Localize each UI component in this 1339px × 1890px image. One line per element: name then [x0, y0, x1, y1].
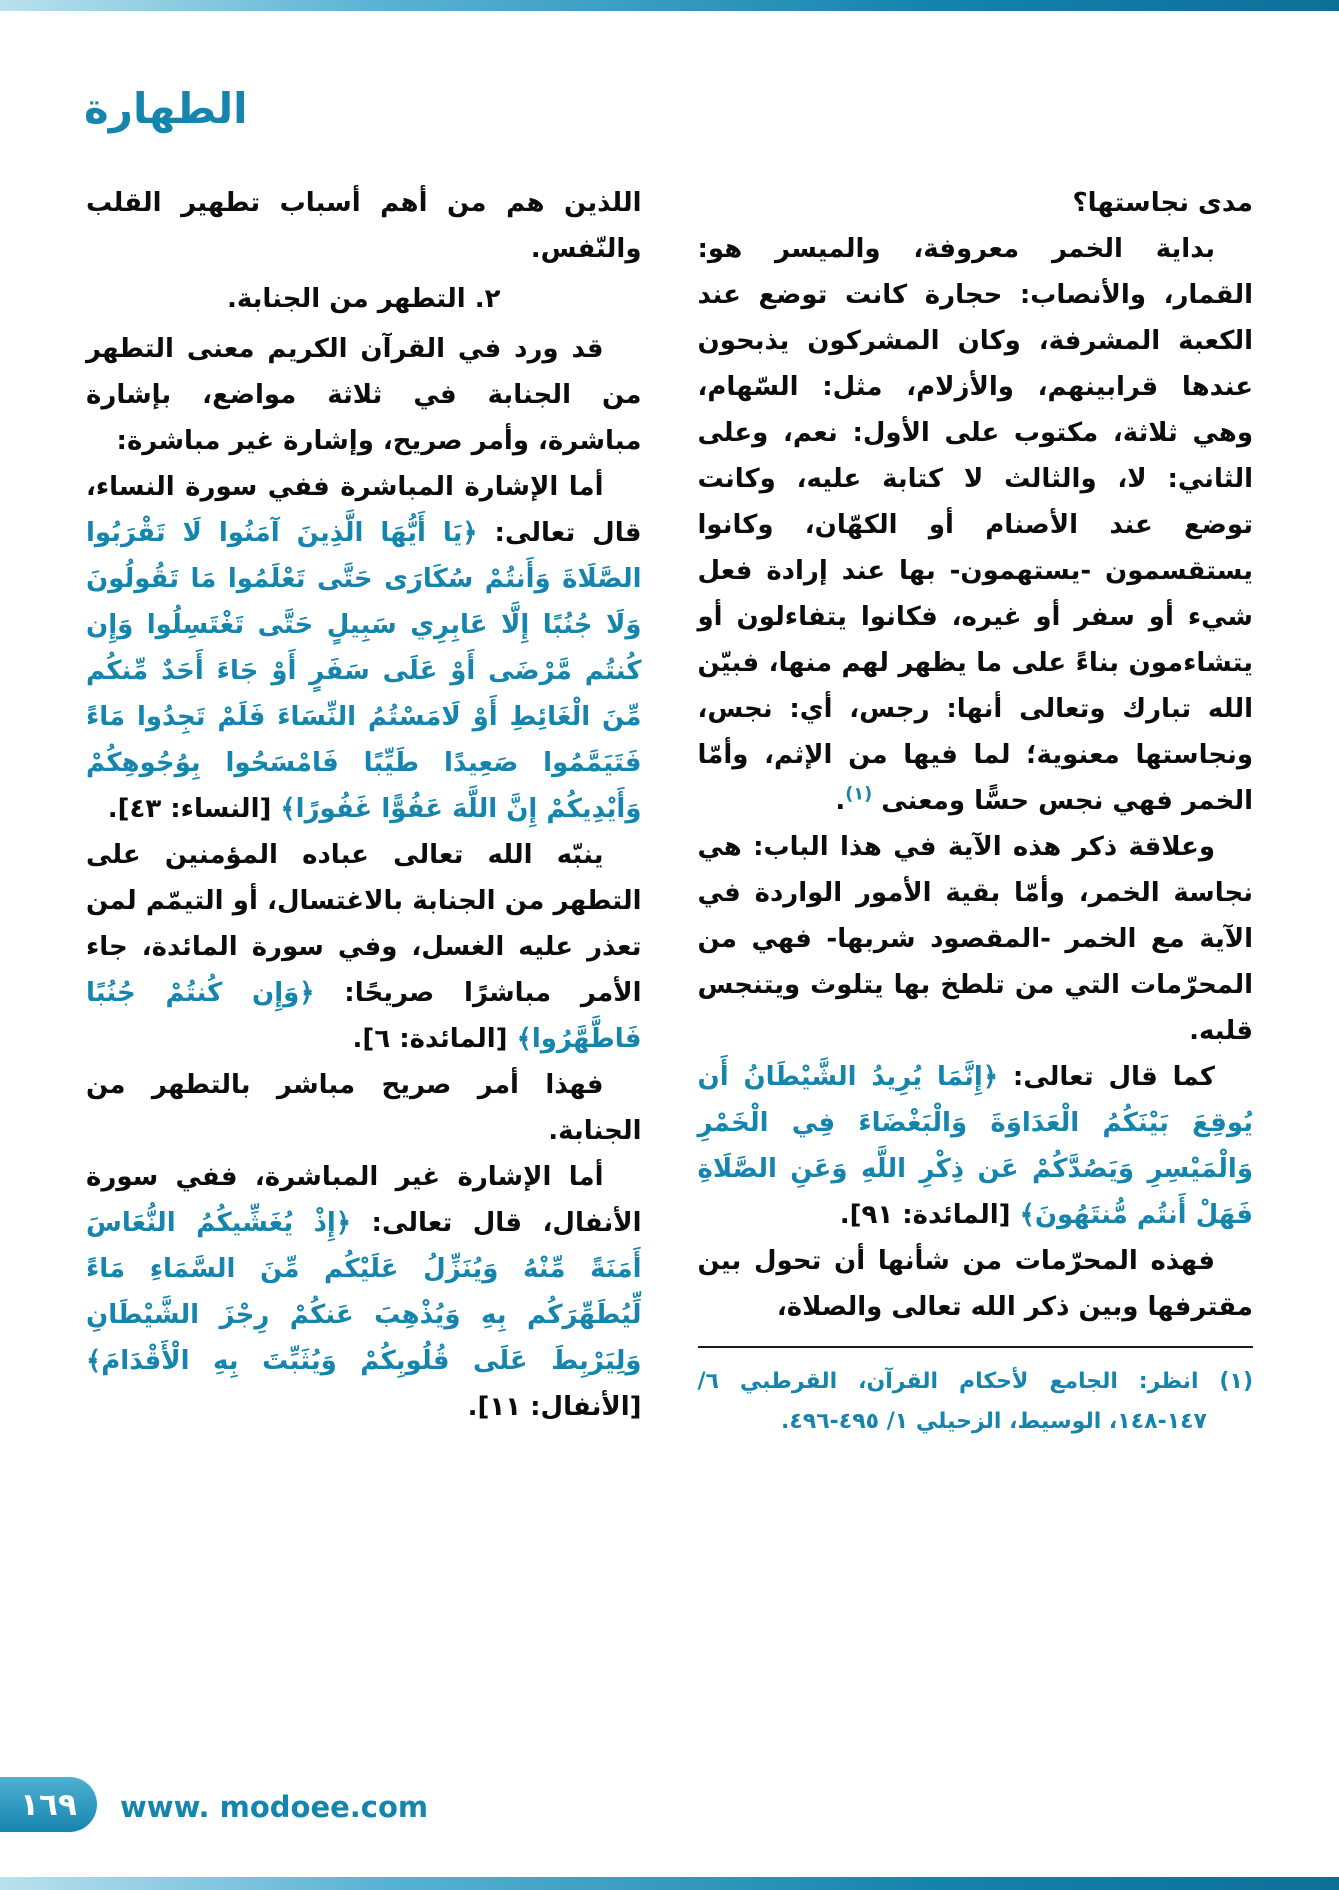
text-run: أما الإشارة غير المباشرة، ففي سورة الأنفال، قال تعالى: [86, 1162, 642, 1238]
sub-heading [86, 276, 642, 322]
website-url: www. modoee.com [120, 1790, 429, 1824]
text-run: ينبّه الله تعالى عباده المؤمنين على التطهر من الجنابة بالاغتسال، أو التيمّم لمن تعذر عليه الغسل، وفي سورة المائدة، جاء الأمر مباشرًا صريحًا: [86, 840, 642, 1008]
text-run: مدى نجاستها؟ [1072, 188, 1253, 218]
quran-verse: ﴿إِذْ يُغَشِّيكُمُ النُّعَاسَ أَمَنَةً مِّنْهُ وَيُنَزِّلُ عَلَيْكُم مِّنَ السَّمَاءِ مَاءً لِّيُطَهِّرَكُم بِهِ وَيُذْهِبَ عَنكُمْ رِجْزَ الشَّيْطَانِ وَلِيَرْبِطَ عَلَى قُلُوبِكُمْ وَيُثَبِّتَ بِهِ الْأَقْدَامَ﴾ [86, 1208, 642, 1376]
text-run: (١) انظر: الجامع لأحكام القرآن، القرطبي ٦/ ١٤٧-١٤٨، الوسيط، الزحيلي ١/ ٤٩٥-٤٩٦. [697, 1369, 1253, 1434]
footnote [698, 1346, 1254, 1442]
paragraph [698, 1238, 1254, 1330]
bottom-border-bar [0, 1877, 1339, 1890]
text-run: وعلاقة ذكر هذه الآية في هذا الباب: هي نجاسة الخمر، وأمّا بقية الأمور الواردة في الآية مع الخمر -المقصود شربها- فهي من المحرّمات التي من تلطخ بها يتلوث ويتنجس قلبه. [697, 832, 1253, 1046]
text-run: فهذا أمر صريح مباشر بالتطهر من الجنابة. [86, 1070, 642, 1146]
paragraph [86, 1154, 642, 1430]
text-run: . [835, 786, 846, 816]
text-run: فهذه المحرّمات من شأنها أن تحول بين مقترفها وبين ذكر الله تعالى والصلاة، [697, 1246, 1253, 1322]
text-run: اللذين هم من أهم أسباب تطهير القلب والنّفس. [86, 188, 642, 264]
page-number: ١٦٩ [20, 1786, 77, 1823]
left-column [86, 180, 642, 1430]
right-column [698, 180, 1254, 1442]
paragraph [698, 824, 1254, 1054]
text-run: بداية الخمر معروفة، والميسر هو: القمار، والأنصاب: حجارة كانت توضع عند الكعبة المشرفة، وكان المشركون يذبحون عندها قرابينهم، والأزلام، مثل: السّهام، وهي ثلاثة، مكتوب على الأول: نعم، وعلى الثاني: لا، والثالث لا كتابة عليه، وكانت توضع عند الأصنام أو الكهّان، وكانوا يستقسمون -يستهمون- بها عند إرادة فعل شيء أو سفر أو غيره، فكانوا يتفاءلون أو يتشاءمون بناءً على ما يظهر لهم منها، فبيّن الله تبارك وتعالى أنها: رجس، أي: نجس، ونجاستها معنوية؛ لما فيها من الإثم، وأمّا الخمر فهي نجس حسًّا ومعنى [697, 234, 1253, 816]
paragraph [698, 1054, 1254, 1238]
page-number-badge [0, 1777, 97, 1832]
text-run: كما قال تعالى: [998, 1062, 1215, 1092]
quran-verse: ﴿وَإِن كُنتُمْ جُنُبًا فَاطَّهَّرُوا﴾ [86, 978, 642, 1054]
quran-verse: ﴿إِنَّمَا يُرِيدُ الشَّيْطَانُ أَن يُوقِعَ بَيْنَكُمُ الْعَدَاوَةَ وَالْبَغْضَاءَ فِي الْخَمْرِ وَالْمَيْسِرِ وَيَصُدَّكُمْ عَن ذِكْرِ اللَّهِ وَعَنِ الصَّلَاةِ فَهَلْ أَنتُم مُّنتَهُونَ﴾ [697, 1062, 1253, 1230]
footnote-marker: (١) [845, 784, 873, 805]
section-heading [698, 180, 1254, 226]
paragraph [698, 226, 1254, 824]
paragraph [86, 1062, 642, 1154]
book-logo: الطهارة [84, 84, 248, 133]
top-border-bar [0, 0, 1339, 11]
paragraph [86, 180, 642, 272]
verse-reference: [الأنفال: ١١]. [467, 1392, 642, 1422]
quran-verse: ﴿يَا أَيُّهَا الَّذِينَ آمَنُوا لَا تَقْرَبُوا الصَّلَاةَ وَأَنتُمْ سُكَارَى حَتَّى تَعْلَمُوا مَا تَقُولُونَ وَلَا جُنُبًا إِلَّا عَابِرِي سَبِيلٍ حَتَّى تَغْتَسِلُوا وَإِن كُنتُم مَّرْضَى أَوْ عَلَى سَفَرٍ أَوْ جَاءَ أَحَدٌ مِّنكُم مِّنَ الْغَائِطِ أَوْ لَامَسْتُمُ النِّسَاءَ فَلَمْ تَجِدُوا مَاءً فَتَيَمَّمُوا صَعِيدًا طَيِّبًا فَامْسَحُوا بِوُجُوهِكُمْ وَأَيْدِيكُمْ إِنَّ اللَّهَ عَفُوًّا غَفُورًا﴾ [86, 518, 642, 824]
paragraph [86, 326, 642, 464]
text-run: أما الإشارة المباشرة ففي سورة النساء، قال تعالى: [86, 472, 642, 548]
paragraph [86, 832, 642, 1062]
verse-reference: [النساء: ٤٣]. [107, 794, 281, 824]
page-content [86, 180, 1253, 1442]
verse-reference: [المائدة: ٩١]. [839, 1200, 1020, 1230]
paragraph [86, 464, 642, 832]
verse-reference: [المائدة: ٦]. [352, 1024, 517, 1054]
text-run: قد ورد في القرآن الكريم معنى التطهر من الجنابة في ثلاثة مواضع، بإشارة مباشرة، وأمر صريح، وإشارة غير مباشرة: [86, 334, 642, 456]
text-run: ٢. التطهر من الجنابة. [226, 284, 501, 314]
